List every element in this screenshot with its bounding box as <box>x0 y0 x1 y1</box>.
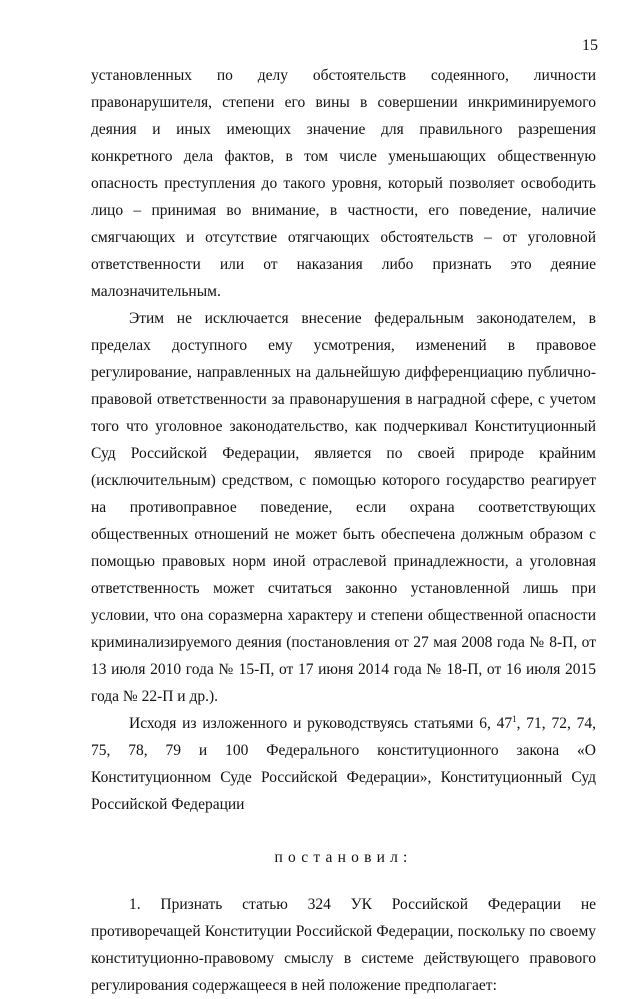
paragraph-circumstances: установленных по делу обстоятельств содеянного, личности правонарушителя, степени его вины в совершении инкриминируемого деяния и иных имеющих значение для правильного разрешения конкретного дела фактов, в том числе уменьшающих общественную опасность преступления до такого уровня, который позволяет освободить лицо – принимая во внимание, в частности, его поведение, наличие смягчающих и отсутствие отягчающих обстоятельств – от уголовной ответственности или от наказания либо признать это деяние малозначительным. <box>91 67 596 300</box>
paragraph-articles-text-after: , 71, 72, 74, 75, 78, 79 и 100 Федерального конституционного закона «О Конституционном Суде Российской Федерации», Конституционный Суд Российской Федерации <box>91 715 597 813</box>
paragraph-legislator: Этим не исключается внесение федеральным законодателем, в пределах доступного ему усмотрения, изменений в правовое регулирование, направленных на дальнейшую дифференциацию публично-правовой ответственности за правонарушения в наградной сфере, с учетом того что уголовное законодательство, как подчеркивал Конституционный Суд Российской Федерации, является по своей природе крайним (исключительным) средством, с помощью которого государство реагирует на противоправное поведение, если охрана соответствующих общественных отношений не может быть обеспечена должным образом с помощью правовых норм иной отраслевой принадлежности, а уголовная ответственность может считаться законно установленной лишь при условии, что она соразмерна характеру и степени общественной опасности криминализируемого деяния (постановления от 27 мая 2008 года № 8-П, от 13 июля 2010 года № 15-П, от 17 июня 2014 года № 18-П, от 16 июля 2015 года № 22-П и др.). <box>91 310 596 705</box>
paragraph-resolution-1: 1. Признать статью 324 УК Российской Федерации не противоречащей Конституции Российской Федерации, поскольку по своему конституционно-правовому смыслу в системе действующего правового регулирования содержащееся в ней положение предполагает: <box>91 896 596 994</box>
paragraph-articles <box>91 710 596 818</box>
decision-heading: постановил: <box>274 849 413 866</box>
paragraph-articles-text-before: Исходя из изложенного и руководствуясь статьями 6, 47 <box>129 715 513 732</box>
article-superscript: 1 <box>512 714 517 724</box>
page-number: 15 <box>582 37 598 54</box>
document-body <box>91 62 596 999</box>
